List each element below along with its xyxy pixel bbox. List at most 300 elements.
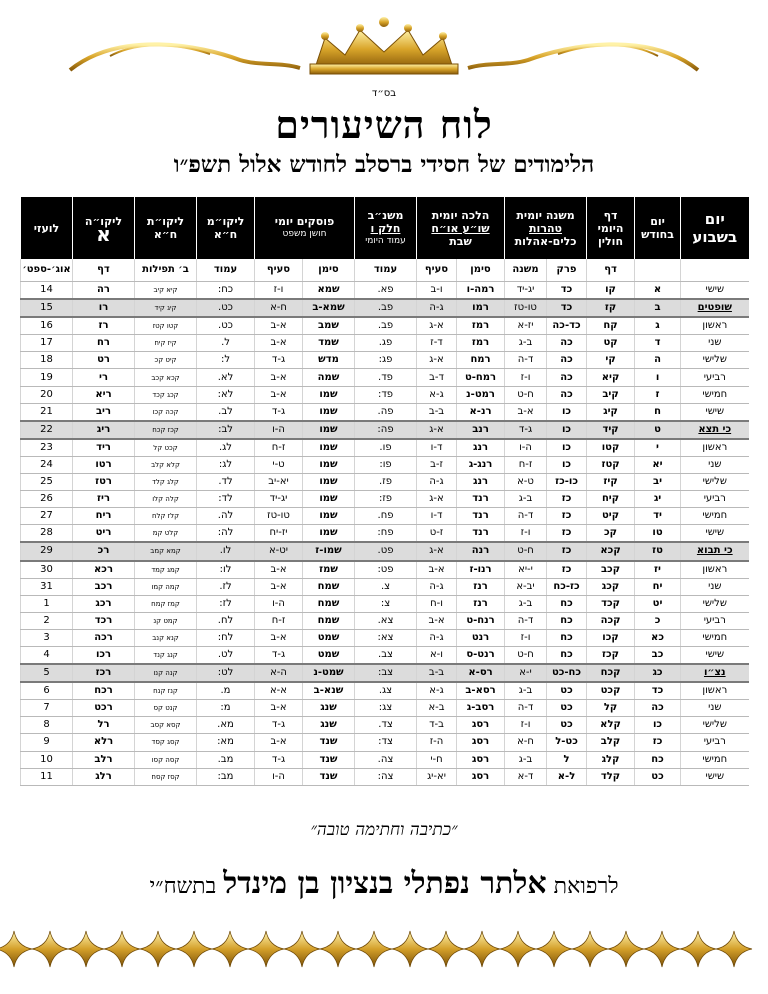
table-cell: כ: [635, 612, 681, 629]
table-row: [21, 646, 749, 664]
table-cell: א-ב: [417, 561, 457, 579]
table-cell: 22: [21, 421, 73, 439]
table-cell: קלה קלו: [135, 491, 197, 508]
table-cell: רס-א: [457, 664, 505, 682]
table-cell: צה.: [355, 751, 417, 768]
table-cell: קכג: [587, 578, 635, 595]
table-cell: פח.: [355, 508, 417, 525]
table-cell: קיז קיח: [135, 335, 197, 352]
table-cell: רטז: [73, 474, 135, 491]
table-cell: רנד: [457, 508, 505, 525]
table-cell: ח-ט: [505, 386, 547, 403]
table-row: [21, 734, 749, 751]
table-cell: ט-י: [255, 456, 303, 473]
table-cell: ג-ה: [417, 299, 457, 317]
table-cell: א-ג: [417, 491, 457, 508]
table-cell: א-ב: [255, 700, 303, 717]
table-cell: קטו: [587, 439, 635, 457]
table-cell: קו: [587, 282, 635, 300]
subheader-cell: עמוד: [355, 259, 417, 282]
table-cell: מב.: [197, 751, 255, 768]
table-cell: 17: [21, 335, 73, 352]
table-cell: 31: [21, 578, 73, 595]
table-cell: א-ג: [417, 317, 457, 335]
table-cell: רנג: [457, 474, 505, 491]
table-cell: כט-ל: [547, 734, 587, 751]
table-cell: שמב: [303, 317, 355, 335]
table-cell: מא.: [197, 717, 255, 734]
table-cell: קכח: [587, 664, 635, 682]
table-cell: רסג: [457, 717, 505, 734]
table-cell: ריא: [73, 386, 135, 403]
table-cell: רל: [73, 717, 135, 734]
page-title: לוח השיעורים: [275, 102, 493, 147]
table-cell: לד:: [197, 491, 255, 508]
table-cell: ט: [635, 421, 681, 439]
table-cell: יז-יח: [255, 525, 303, 543]
table-cell: 26: [21, 491, 73, 508]
table-cell: ט-א: [505, 474, 547, 491]
table-cell: ו-ז: [255, 282, 303, 300]
table-cell: רכז: [73, 664, 135, 682]
table-cell: 23: [21, 439, 73, 457]
table-cell: 15: [21, 299, 73, 317]
table-cell: א: [635, 282, 681, 300]
table-cell: פח:: [355, 525, 417, 543]
table-cell: קלד: [587, 768, 635, 785]
table-cell: ה-ו: [505, 439, 547, 457]
table-cell: לד.: [197, 474, 255, 491]
table-row: [21, 282, 749, 300]
table-cell: א-א: [255, 682, 303, 700]
table-cell: פב.: [355, 299, 417, 317]
table-cell: ריט: [73, 525, 135, 543]
day-cell: שישי: [681, 403, 749, 421]
table-cell: רנה: [457, 542, 505, 560]
table-cell: ג: [635, 317, 681, 335]
table-cell: קנה קנו: [135, 664, 197, 682]
table-cell: 2: [21, 612, 73, 629]
table-cell: כו-כז: [547, 474, 587, 491]
table-row: [21, 629, 749, 646]
table-cell: רו: [73, 299, 135, 317]
table-cell: לו.: [197, 542, 255, 560]
day-cell: שני: [681, 456, 749, 473]
table-cell: שמד: [303, 335, 355, 352]
table-row: [21, 682, 749, 700]
table-cell: קיא: [587, 369, 635, 386]
day-cell: ראשון: [681, 682, 749, 700]
table-cell: שמח: [303, 595, 355, 612]
table-cell: שנא-ב: [303, 682, 355, 700]
table-cell: 19: [21, 369, 73, 386]
table-cell: ג-ד: [255, 717, 303, 734]
table-cell: צה:: [355, 768, 417, 785]
table-cell: לה.: [197, 508, 255, 525]
header-daf-yomi: דף היומי חולין: [587, 197, 635, 259]
table-row: [21, 595, 749, 612]
table-cell: כח: [547, 595, 587, 612]
table-cell: רז: [73, 317, 135, 335]
border-diamond: [464, 931, 500, 967]
table-cell: ג-ד: [255, 646, 303, 664]
table-cell: קח: [587, 317, 635, 335]
table-cell: רמח-ט: [457, 369, 505, 386]
table-cell: צא.: [355, 612, 417, 629]
table-cell: כה: [547, 386, 587, 403]
border-diamond: [644, 931, 680, 967]
table-cell: שנג: [303, 717, 355, 734]
table-cell: פה.: [355, 403, 417, 421]
table-cell: יא-יג: [417, 768, 457, 785]
ornamental-border: [0, 925, 768, 973]
table-cell: שמט: [303, 629, 355, 646]
table-cell: ב: [635, 299, 681, 317]
table-cell: כח: [547, 612, 587, 629]
day-cell: רביעי: [681, 734, 749, 751]
border-diamond: [176, 931, 212, 967]
table-cell: 24: [21, 456, 73, 473]
table-cell: ח-א: [505, 734, 547, 751]
table-cell: לט:: [197, 664, 255, 682]
table-cell: קל: [587, 700, 635, 717]
border-diamond: [248, 931, 284, 967]
table-cell: כז: [547, 561, 587, 579]
table-cell: קכה: [587, 612, 635, 629]
table-cell: קכג קכד: [135, 386, 197, 403]
table-cell: כו: [547, 456, 587, 473]
table-cell: ה-ו: [255, 421, 303, 439]
table-cell: א-ב: [255, 629, 303, 646]
table-cell: ריב: [73, 403, 135, 421]
table-cell: ו-ח: [417, 595, 457, 612]
table-cell: ב-ד: [417, 717, 457, 734]
header-day-of-week: יום בשבוע: [681, 197, 749, 259]
table-row: [21, 700, 749, 717]
table-row: [21, 525, 749, 543]
table-cell: 10: [21, 751, 73, 768]
table-cell: לז.: [197, 578, 255, 595]
subheader-cell: משנה: [505, 259, 547, 282]
table-cell: לא:: [197, 386, 255, 403]
table-cell: שנג: [303, 700, 355, 717]
table-row: [21, 439, 749, 457]
table-cell: שמח: [303, 612, 355, 629]
header-halacha-yomit: הלכה יומית שו״ע או״ח שבת: [417, 197, 505, 259]
table-cell: צג.: [355, 682, 417, 700]
table-cell: רכב: [73, 578, 135, 595]
table-cell: רנד: [457, 491, 505, 508]
table-cell: קיד: [587, 421, 635, 439]
table-cell: לז:: [197, 595, 255, 612]
table-cell: מדש: [303, 352, 355, 369]
table-cell: י: [635, 439, 681, 457]
table-cell: שמא-ב: [303, 299, 355, 317]
day-cell: רביעי: [681, 491, 749, 508]
table-cell: ג-ד: [255, 352, 303, 369]
table-cell: קמא קמב: [135, 542, 197, 560]
subheader-cell: ב׳ תפילות: [135, 259, 197, 282]
table-cell: קט: [587, 335, 635, 352]
table-cell: 3: [21, 629, 73, 646]
border-diamond: [284, 931, 320, 967]
border-diamond: [32, 931, 68, 967]
table-cell: ג-ה: [417, 578, 457, 595]
table-cell: שמו: [303, 474, 355, 491]
table-cell: א-ג: [417, 421, 457, 439]
table-cell: קמה קמו: [135, 578, 197, 595]
table-cell: קנא קנב: [135, 629, 197, 646]
table-cell: יט-א: [255, 542, 303, 560]
table-cell: א-ג: [417, 352, 457, 369]
day-cell: שישי: [681, 282, 749, 300]
table-cell: רכ: [73, 542, 135, 560]
table-cell: קיג קיד: [135, 299, 197, 317]
table-cell: קיז: [587, 474, 635, 491]
table-cell: קלב: [587, 734, 635, 751]
day-cell: שני: [681, 578, 749, 595]
table-cell: ו-ז: [505, 525, 547, 543]
table-cell: ה-א: [255, 664, 303, 682]
table-cell: צב.: [355, 646, 417, 664]
table-cell: צב:: [355, 664, 417, 682]
table-cell: רמו: [457, 299, 505, 317]
table-cell: פב.: [355, 317, 417, 335]
table-cell: א-ב: [255, 317, 303, 335]
dedication-prefix: לרפואת: [553, 874, 619, 899]
table-cell: קסה קסו: [135, 751, 197, 768]
day-cell: רביעי: [681, 369, 749, 386]
table-cell: לה:: [197, 525, 255, 543]
table-cell: כז: [547, 542, 587, 560]
table-cell: פד.: [355, 369, 417, 386]
table-cell: קסא קסב: [135, 717, 197, 734]
table-cell: קמז קמח: [135, 595, 197, 612]
subheader-cell: סימן: [457, 259, 505, 282]
table-cell: רח: [73, 335, 135, 352]
table-cell: 28: [21, 525, 73, 543]
table-cell: טז: [635, 542, 681, 560]
border-diamond: [140, 931, 176, 967]
table-cell: קיח: [587, 491, 635, 508]
table-cell: 5: [21, 664, 73, 682]
table-cell: קיט: [587, 508, 635, 525]
table-cell: שמז: [303, 561, 355, 579]
table-cell: י-א: [505, 664, 547, 682]
table-cell: יג: [635, 491, 681, 508]
table-cell: א-ב: [255, 561, 303, 579]
table-cell: קלט קמ: [135, 525, 197, 543]
header-day-of-month: יום בחודש: [635, 197, 681, 259]
table-cell: כח-כט: [547, 664, 587, 682]
table-cell: רכה: [73, 629, 135, 646]
table-cell: ב-ג: [505, 751, 547, 768]
table-cell: שמו: [303, 386, 355, 403]
table-cell: כט: [547, 682, 587, 700]
table-cell: כח:: [197, 282, 255, 300]
table-cell: קטו קטז: [135, 317, 197, 335]
header-poskim-yomi: פוסקים יומי חושן משפט: [255, 197, 355, 259]
table-row: [21, 317, 749, 335]
table-cell: כה: [635, 700, 681, 717]
table-cell: א-ב: [417, 612, 457, 629]
table-cell: רלא: [73, 734, 135, 751]
table-row: [21, 578, 749, 595]
table-cell: כו: [547, 439, 587, 457]
table-cell: רסג: [457, 768, 505, 785]
table-cell: פה:: [355, 421, 417, 439]
table-row: [21, 508, 749, 525]
table-cell: ג-א: [417, 682, 457, 700]
header-mishna-yomit: משנה יומית טהרות כלים-אהלות: [505, 197, 587, 259]
dedication-suffix: בתשח״י: [149, 874, 217, 899]
table-cell: יג-יד: [505, 282, 547, 300]
table-cell: לט.: [197, 646, 255, 664]
table-cell: רמז: [457, 317, 505, 335]
table-cell: לב:: [197, 421, 255, 439]
day-cell: חמישי: [681, 751, 749, 768]
day-cell: שישי: [681, 768, 749, 785]
table-cell: רכד: [73, 612, 135, 629]
table-cell: ז-ח: [255, 612, 303, 629]
border-diamond: [572, 931, 608, 967]
table-cell: ז-ח: [255, 439, 303, 457]
table-cell: ו-ז: [505, 629, 547, 646]
table-cell: 1: [21, 595, 73, 612]
table-cell: קכט: [587, 682, 635, 700]
table-cell: 20: [21, 386, 73, 403]
table-cell: ב-ג: [505, 335, 547, 352]
table-cell: רנט: [457, 629, 505, 646]
table-cell: ג-ד: [255, 403, 303, 421]
table-cell: קי: [587, 352, 635, 369]
table-cell: א-ב: [255, 335, 303, 352]
table-cell: ד-ה: [505, 352, 547, 369]
table-cell: פו.: [355, 439, 417, 457]
table-cell: ב-ב: [417, 664, 457, 682]
dedication-name: אלתר נפתלי בנציון בן מינדל: [223, 866, 547, 901]
table-cell: כט.: [197, 299, 255, 317]
table-cell: שמו: [303, 525, 355, 543]
table-cell: לא.: [197, 369, 255, 386]
table-cell: רכח: [73, 682, 135, 700]
table-cell: ג-ה: [417, 629, 457, 646]
table-cell: פג:: [355, 352, 417, 369]
table-cell: פט.: [355, 542, 417, 560]
table-cell: ריח: [73, 508, 135, 525]
table-cell: 21: [21, 403, 73, 421]
table-cell: פג.: [355, 335, 417, 352]
new-year-wish: ״כתיבה וחתימה טובה״: [310, 820, 458, 840]
dedication: [0, 866, 768, 901]
day-cell: שישי: [681, 646, 749, 664]
border-diamond: [212, 931, 248, 967]
table-cell: שנד: [303, 734, 355, 751]
table-cell: כט: [547, 717, 587, 734]
table-row: [21, 335, 749, 352]
table-cell: קכו: [587, 629, 635, 646]
table-cell: טו-טז: [505, 299, 547, 317]
day-cell: שלישי: [681, 595, 749, 612]
table-cell: ג-ה: [417, 474, 457, 491]
table-cell: קנז קנח: [135, 682, 197, 700]
day-cell: נצ״ו: [681, 664, 749, 682]
table-cell: ג-א: [417, 386, 457, 403]
table-cell: צ:: [355, 595, 417, 612]
day-cell: שישי: [681, 525, 749, 543]
table-cell: קטז: [587, 456, 635, 473]
table-cell: פז.: [355, 474, 417, 491]
day-cell: שלישי: [681, 474, 749, 491]
border-diamond: [680, 931, 716, 967]
table-cell: יז: [635, 561, 681, 579]
table-cell: כז-כח: [547, 578, 587, 595]
table-cell: א-ב: [505, 403, 547, 421]
table-cell: כח: [635, 751, 681, 768]
table-row: [21, 717, 749, 734]
table-cell: יט: [635, 595, 681, 612]
border-diamond: [104, 931, 140, 967]
table-cell: 9: [21, 734, 73, 751]
table-cell: רי: [73, 369, 135, 386]
table-cell: מב:: [197, 768, 255, 785]
table-cell: קכא קכב: [135, 369, 197, 386]
header-gregorian: לועזי: [21, 197, 73, 259]
table-cell: 18: [21, 352, 73, 369]
day-cell: שלישי: [681, 717, 749, 734]
header-mishna-berura: משנ״ב חלק ו עמוד היומי: [355, 197, 417, 259]
table-cell: שמו: [303, 403, 355, 421]
table-cell: רכט: [73, 700, 135, 717]
table-cell: שמח: [303, 578, 355, 595]
table-cell: ח-י: [417, 751, 457, 768]
table-cell: רנג: [457, 439, 505, 457]
table-cell: ריז: [73, 491, 135, 508]
table-cell: ריג: [73, 421, 135, 439]
day-cell: חמישי: [681, 508, 749, 525]
table-cell: קכב: [587, 561, 635, 579]
subheader-cell: עמוד: [197, 259, 255, 282]
table-cell: רסג: [457, 734, 505, 751]
table-cell: ח-א: [255, 299, 303, 317]
table-cell: צד:: [355, 734, 417, 751]
table-cell: קנט קס: [135, 700, 197, 717]
table-cell: מא:: [197, 734, 255, 751]
table-row: [21, 369, 749, 386]
table-cell: ה-ו: [255, 595, 303, 612]
table-cell: כה: [547, 352, 587, 369]
schedule-table: [20, 197, 749, 786]
table-cell: ריד: [73, 439, 135, 457]
table-cell: רטו: [73, 456, 135, 473]
table-cell: טו-טז: [255, 508, 303, 525]
table-cell: קיב: [587, 386, 635, 403]
table-cell: רכג: [73, 595, 135, 612]
subheader-cell: סעיף: [417, 259, 457, 282]
table-cell: פז:: [355, 491, 417, 508]
table-cell: יא: [635, 456, 681, 473]
table-cell: רכא: [73, 561, 135, 579]
table-cell: כו: [635, 717, 681, 734]
table-cell: י-יא: [505, 561, 547, 579]
table-cell: קלג: [587, 751, 635, 768]
table-cell: כז: [547, 525, 587, 543]
subheader-cell: [635, 259, 681, 282]
table-cell: רסב-ג: [457, 700, 505, 717]
table-cell: קלא קלב: [135, 456, 197, 473]
table-cell: ל:: [197, 352, 255, 369]
table-cell: 11: [21, 768, 73, 785]
